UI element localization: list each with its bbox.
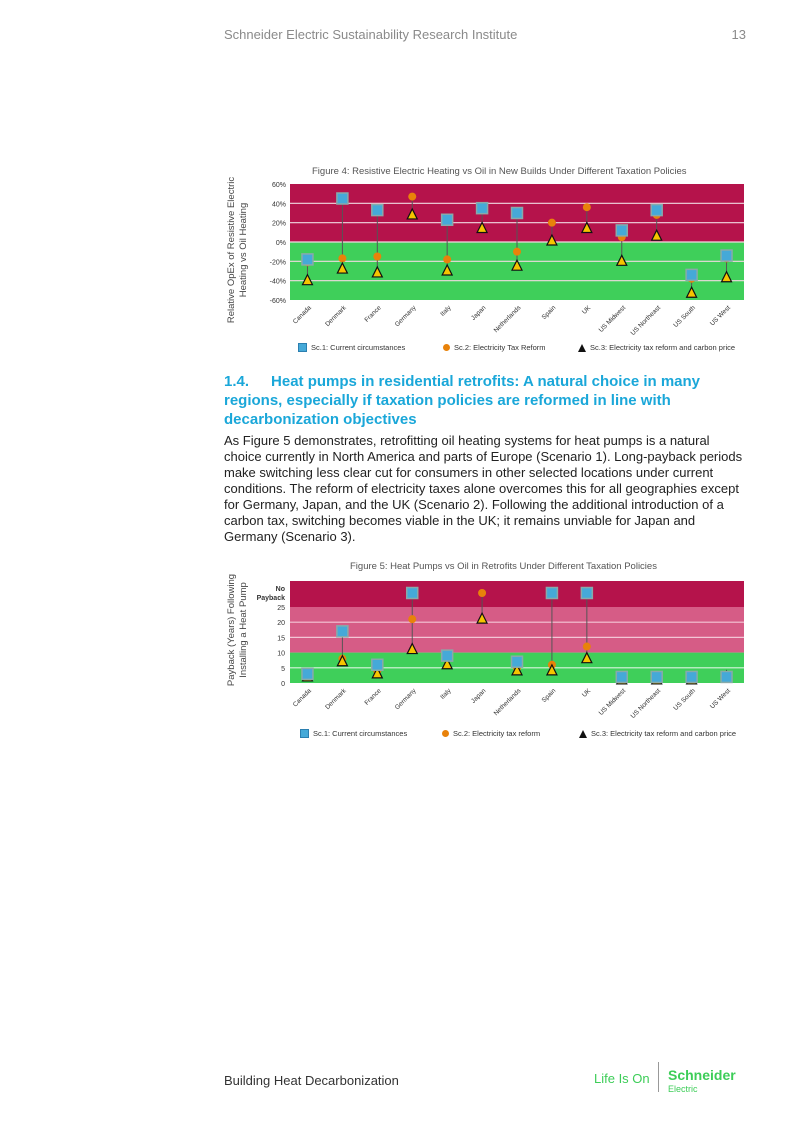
- x-tick-label: France: [363, 304, 383, 324]
- x-tick-label: Denmark: [324, 304, 348, 329]
- y-tick-label: -20%: [269, 259, 286, 267]
- sc1-point: [581, 588, 592, 599]
- legend-sc1: Sc.1: Current circumstances: [298, 343, 443, 352]
- sc1-point: [442, 650, 453, 661]
- legend-circle-icon: [442, 730, 449, 737]
- figure-5-legend: [300, 729, 736, 738]
- sc1-point: [512, 208, 523, 219]
- y-tick-label: 20: [277, 620, 285, 628]
- sc2-point: [548, 219, 556, 227]
- x-tick-label: US West: [708, 687, 732, 711]
- sc2-point: [583, 203, 591, 211]
- x-tick-label: Spain: [540, 304, 558, 322]
- sc2-point: [338, 254, 346, 262]
- body-paragraph: As Figure 5 demonstrates, retrofitting oil heating systems for heat pumps is a natural choice currently in North America and parts of Europe (Scenario 1). Long-payback periods make switching less clear cut for consumers in other selected locations under current conditions. The reform of electricity taxes alone overcomes this for all geographies except for Germany, Japan, and the UK (Scenario 2). Following the additional introduction of a carbon tax, switching becomes viable in the UK; it remains unviable for Japan and Germany (Scenario 3).: [224, 433, 743, 544]
- sc1-point: [337, 626, 348, 637]
- sc1-point: [721, 250, 732, 261]
- x-tick-label: Germany: [393, 687, 418, 712]
- sc1-point: [302, 668, 313, 679]
- sc1-point: [686, 269, 697, 280]
- sc1-point: [372, 659, 383, 670]
- legend-sc2: Sc.2: Electricity tax reform: [442, 729, 579, 738]
- legend-square-icon: [300, 729, 309, 738]
- sc1-point: [546, 588, 557, 599]
- x-tick-label: Japan: [470, 687, 488, 705]
- sc1-point: [337, 193, 348, 204]
- x-tick-label: Japan: [470, 304, 488, 322]
- x-tick-label: UK: [580, 304, 593, 316]
- figure-5-title: Figure 5: Heat Pumps vs Oil in Retrofits Under Different Taxation Policies: [350, 561, 657, 572]
- sc1-point: [651, 671, 662, 682]
- sc1-point: [477, 203, 488, 214]
- x-tick-label: UK: [580, 687, 593, 699]
- legend-square-icon: [298, 343, 307, 352]
- x-tick-label: Italy: [439, 304, 453, 318]
- sc1-point: [616, 671, 627, 682]
- x-tick-label: Spain: [540, 687, 558, 705]
- y-tick-label: 20%: [271, 220, 286, 228]
- header-title: Schneider Electric Sustainability Research Institute: [224, 27, 518, 42]
- legend-sc3: Sc.3: Electricity tax reform and carbon price: [578, 343, 735, 352]
- x-tick-label: US South: [672, 304, 698, 330]
- sc1-point: [442, 214, 453, 225]
- sc1-point: [407, 588, 418, 599]
- sc1-point: [302, 254, 313, 265]
- sc1-point: [721, 671, 732, 682]
- x-tick-label: France: [363, 687, 383, 707]
- legend-sc1: Sc.1: Current circumstances: [300, 729, 442, 738]
- y-tick-label: 10: [277, 650, 285, 658]
- section-heading: 1.4. Heat pumps in residential retrofits: A natural choice in many regions, especially if taxation policies are reformed in line with decarbonization objectives: [224, 373, 701, 428]
- figure-4-ylabel: Relative OpEx of Resistive Electric Heating vs Oil Heating: [226, 176, 249, 324]
- figure-5-chart: [224, 575, 744, 725]
- x-tick-label: Canada: [291, 304, 313, 326]
- sc2-point: [478, 589, 486, 597]
- sc1-point: [372, 205, 383, 216]
- no-payback-label: No: [275, 586, 285, 593]
- x-tick-label: US South: [672, 687, 698, 713]
- page-number: 13: [731, 27, 746, 42]
- x-tick-label: Netherlands: [492, 304, 523, 335]
- sc1-point: [616, 225, 627, 236]
- no-payback-zone: [290, 581, 744, 607]
- figure-4-title: Figure 4: Resistive Electric Heating vs Oil in New Builds Under Different Taxation Policies: [312, 166, 687, 177]
- x-tick-label: Denmark: [324, 687, 348, 712]
- y-tick-label: -60%: [269, 298, 286, 305]
- figure-4-legend: [298, 343, 735, 352]
- y-tick-label: 5: [281, 665, 285, 673]
- sc2-point: [408, 615, 416, 623]
- sc2-point: [583, 643, 591, 651]
- x-tick-label: US Northeast: [629, 304, 663, 338]
- brand-logo: Schneider Electric: [668, 1067, 736, 1094]
- sc2-point: [408, 193, 416, 201]
- footer-title: Building Heat Decarbonization: [224, 1073, 399, 1088]
- y-tick-label: -40%: [269, 278, 286, 286]
- sc2-point: [373, 253, 381, 261]
- x-tick-label: US Northeast: [629, 687, 663, 721]
- legend-triangle-icon: [579, 730, 587, 738]
- sc2-point: [513, 248, 521, 256]
- sc1-point: [512, 656, 523, 667]
- y-tick-label: 40%: [271, 201, 286, 209]
- footer-tagline: Life Is On: [594, 1071, 650, 1086]
- x-tick-label: Germany: [393, 304, 418, 329]
- long-payback-zone: [290, 607, 744, 653]
- sc1-point: [686, 671, 697, 682]
- x-tick-label: Canada: [291, 687, 313, 709]
- x-tick-label: US West: [708, 304, 732, 328]
- footer-divider: [658, 1062, 659, 1092]
- y-tick-label: 0%: [275, 240, 286, 247]
- y-tick-label: 15: [277, 635, 285, 643]
- x-tick-label: US Midwest: [597, 304, 628, 334]
- figure-4-chart: [224, 175, 744, 345]
- sc1-point: [651, 205, 662, 216]
- legend-circle-icon: [443, 344, 450, 351]
- legend-sc2: Sc.2: Electricity Tax Reform: [443, 343, 578, 352]
- legend-triangle-icon: [578, 344, 586, 352]
- x-tick-label: Italy: [439, 687, 453, 701]
- y-tick-label: 0: [281, 681, 285, 688]
- legend-sc3: Sc.3: Electricity tax reform and carbon price: [579, 729, 736, 738]
- y-tick-label: 60%: [271, 182, 286, 189]
- x-tick-label: Netherlands: [492, 687, 523, 718]
- sc2-point: [443, 255, 451, 263]
- no-payback-label: Payback: [256, 595, 285, 602]
- x-tick-label: US Midwest: [597, 687, 628, 717]
- figure-5-ylabel: Payback (Years) Following Installing a Heat Pump: [226, 573, 249, 687]
- y-tick-label: 25: [277, 605, 285, 612]
